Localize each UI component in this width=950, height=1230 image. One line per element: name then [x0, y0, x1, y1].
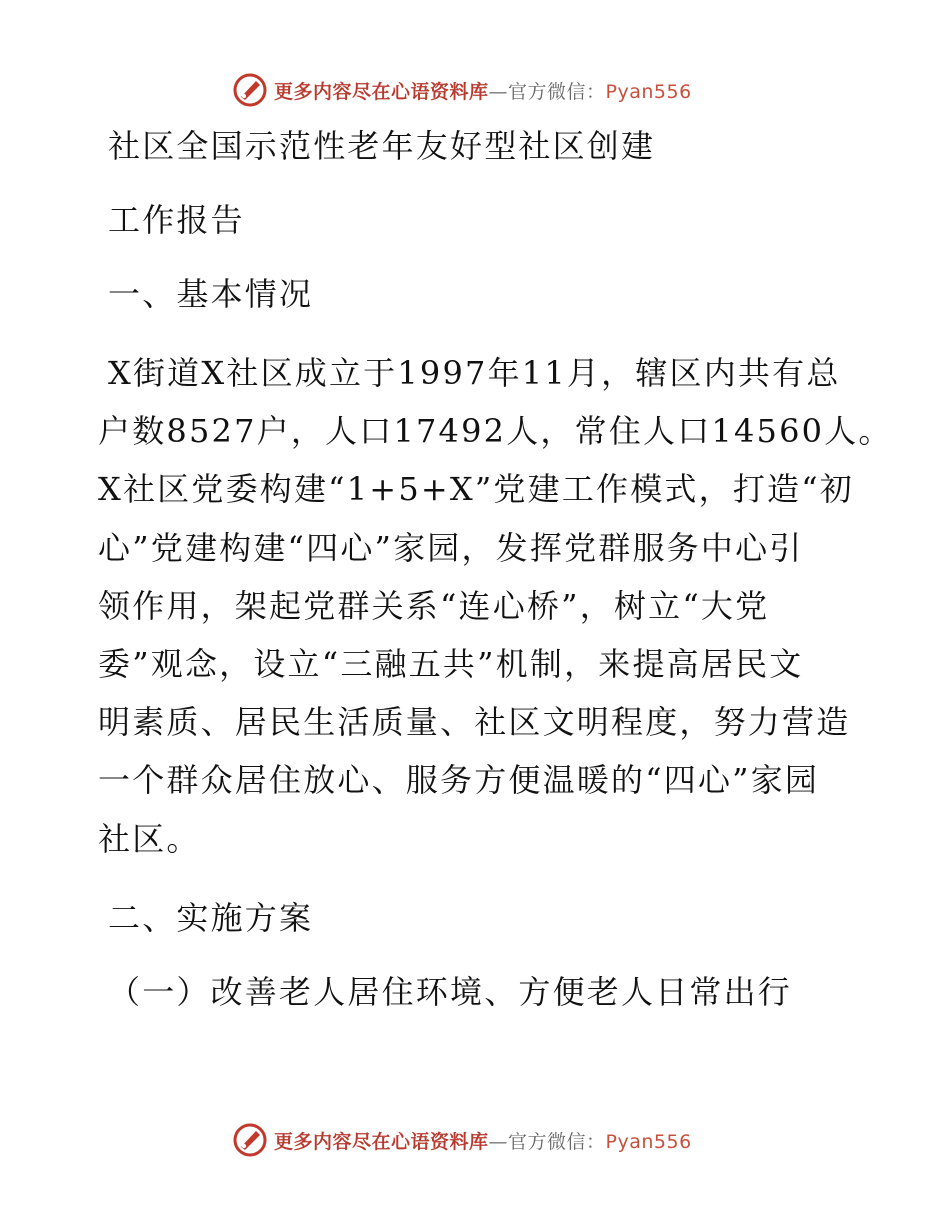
watermark-banner-top [232, 70, 692, 110]
document-title-line2: 工作报告 [108, 201, 245, 239]
paragraph-line: 一个群众居住放心、服务方便温暖的“四心”家园 [98, 761, 820, 800]
paragraph-line: 明素质、居民生活质量、社区文明程度，努力营造 [98, 703, 851, 742]
watermark-text [274, 1127, 692, 1154]
watermark-text [274, 77, 692, 104]
paragraph-line: 户数8527户，人口17492人，常住人口14560人。 [98, 412, 893, 451]
paragraph-line: 社区。 [98, 819, 201, 858]
watermark-brand: 更多内容尽在心语资料库 [274, 1130, 489, 1153]
paragraph-line: 心”党建构建“四心”家园，发挥党群服务中心引 [98, 528, 804, 567]
watermark-wechat-id: Pyan556 [605, 1130, 692, 1153]
watermark-brand: 更多内容尽在心语资料库 [274, 80, 489, 103]
paragraph-line: X社区党委构建“1+5+X”党建工作模式，打造“初 [98, 470, 854, 509]
document-title-line1: 社区全国示范性老年友好型社区创建 [108, 127, 656, 165]
document-body [98, 122, 893, 1016]
section2-heading: 二、实施方案 [108, 898, 314, 937]
watermark-wechat-label: 官方微信： [508, 80, 606, 103]
pen-logo-icon [232, 1122, 268, 1158]
section1-heading: 一、基本情况 [108, 275, 314, 313]
pen-logo-icon [232, 72, 268, 108]
paragraph-line: X街道X社区成立于1997年11月，辖区内共有总 [108, 354, 841, 392]
watermark-dash: — [488, 1130, 509, 1153]
watermark-wechat-label: 官方微信： [508, 1130, 606, 1153]
paragraph-line: 委”观念，设立“三融五共”机制，来提高居民文 [98, 645, 804, 684]
watermark-dash: — [488, 80, 509, 103]
subsection1-heading: （一）改善老人居住环境、方便老人日常出行 [108, 972, 793, 1011]
section1-paragraph [98, 344, 893, 868]
paragraph-line: 领作用，架起党群关系“连心桥”，树立“大党 [98, 586, 770, 625]
watermark-wechat-id: Pyan556 [605, 80, 692, 103]
watermark-banner-bottom [232, 1120, 692, 1160]
